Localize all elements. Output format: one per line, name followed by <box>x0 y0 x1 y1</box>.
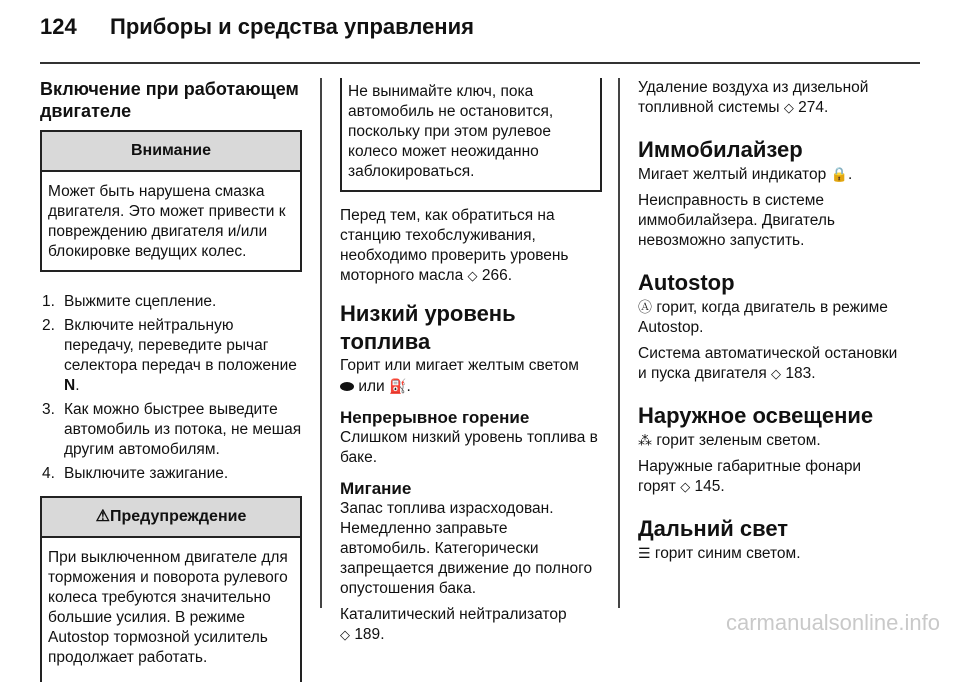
warning-triangle-icon: ⚠ <box>95 508 110 525</box>
column-divider <box>320 78 322 608</box>
watermark: carmanualsonline.info <box>725 610 940 635</box>
lock-car-icon: 🔒 <box>830 166 848 182</box>
page-header <box>40 14 474 40</box>
subsection-title: Мигание <box>340 479 412 498</box>
exterior-lights-title: Наружное освещение <box>638 403 874 428</box>
catalyst-paragraph: Каталитический нейтрализатор ◇ 189. <box>340 606 567 643</box>
column-3 <box>638 78 900 564</box>
high-beam-icon: ☰ <box>638 545 651 561</box>
autostop-p2: Система автоматической остановки и пуска двигателя ◇ 183. <box>638 345 898 382</box>
column-2 <box>340 78 602 645</box>
list-item: 2. Включите нейтральную передачу, переведите рычаг селектора передач в положение N. <box>42 317 297 394</box>
exterior-p1: ⁂ горит зеленым светом. <box>638 432 821 449</box>
reference-arrow-icon: ◇ <box>680 479 691 494</box>
caution-text: Может быть нарушена смазка двигателя. Это может привести к повреждению двигателя и/или блокировке ведущих колес. <box>48 183 286 260</box>
oil-paragraph: Перед тем, как обратиться на станцию техобслуживания, необходимо проверить уровень моторного масла ◇ 266. <box>340 207 569 284</box>
fuel-pump-icon: ⛽ <box>389 378 407 394</box>
reference-arrow-icon: ◇ <box>783 100 794 115</box>
immobilizer-title: Иммобилайзер <box>638 137 803 162</box>
reference-arrow-icon: ◇ <box>771 366 782 381</box>
immobilizer-p2: Неисправность в системе иммобилайзера. Двигатель невозможно запустить. <box>638 192 835 249</box>
column-1 <box>40 78 302 682</box>
highbeam-title: Дальний свет <box>638 516 789 541</box>
list-item: 3. Как можно быстрее выведите автомобиль из потока, не мешая другим автомобилям. <box>42 401 302 458</box>
diesel-paragraph: Удаление воздуха из дизельной топливной системы ◇ 274. <box>638 79 869 116</box>
warning-text: При выключенном двигателе для торможения и поворота рулевого колеса требуются значительно большие усилия. В режиме Autostop тормозной усилитель продолжает работать. <box>48 549 288 666</box>
subsection-title: Непрерывное горение <box>340 408 530 427</box>
warning-header <box>42 498 300 538</box>
header-rule <box>40 62 920 64</box>
autostop-icon: Ⓐ <box>638 299 652 315</box>
fuel-intro: Горит или мигает желтым светом или ⛽. <box>340 357 579 395</box>
reference-arrow-icon: ◇ <box>467 268 478 283</box>
fuel-section-title: Низкий уровень топлива <box>340 301 516 354</box>
warning-box <box>40 496 302 682</box>
page-title: Приборы и средства управления <box>110 14 474 39</box>
caution-title: Внимание <box>42 132 300 172</box>
immobilizer-p1: Мигает желтый индикатор 🔒. <box>638 166 853 183</box>
steps-list <box>40 292 302 484</box>
autostop-title: Autostop <box>638 270 735 295</box>
indicator-oval-icon <box>340 382 354 391</box>
column-divider <box>618 78 620 608</box>
warning-box-continued <box>340 78 602 192</box>
parking-lights-icon: ⁂ <box>638 432 652 448</box>
exterior-p2: Наружные габаритные фонари горят ◇ 145. <box>638 458 862 495</box>
page-number: 124 <box>40 14 77 39</box>
section-heading: Включение при работающем двигателе <box>40 79 299 121</box>
reference-arrow-icon: ◇ <box>340 627 350 642</box>
subsection-text: Запас топлива израсходован. Немедленно заправьте автомобиль. Категорически запрещается движение до полного опустошения бака. <box>340 500 593 597</box>
list-item: 1. Выжмите сцепление. <box>42 293 217 310</box>
highbeam-p1: ☰ горит синим светом. <box>638 545 801 562</box>
warning-continued-text: Не вынимайте ключ, пока автомобиль не остановится, поскольку при этом рулевое колесо может неожиданно заблокироваться. <box>348 83 554 180</box>
subsection-text: Слишком низкий уровень топлива в баке. <box>340 429 598 466</box>
list-item: 4. Выключите зажигание. <box>42 465 229 482</box>
warning-title: Предупреждение <box>110 508 247 525</box>
autostop-p1: Ⓐ горит, когда двигатель в режиме Autostop. <box>638 299 888 336</box>
caution-box <box>40 130 302 272</box>
